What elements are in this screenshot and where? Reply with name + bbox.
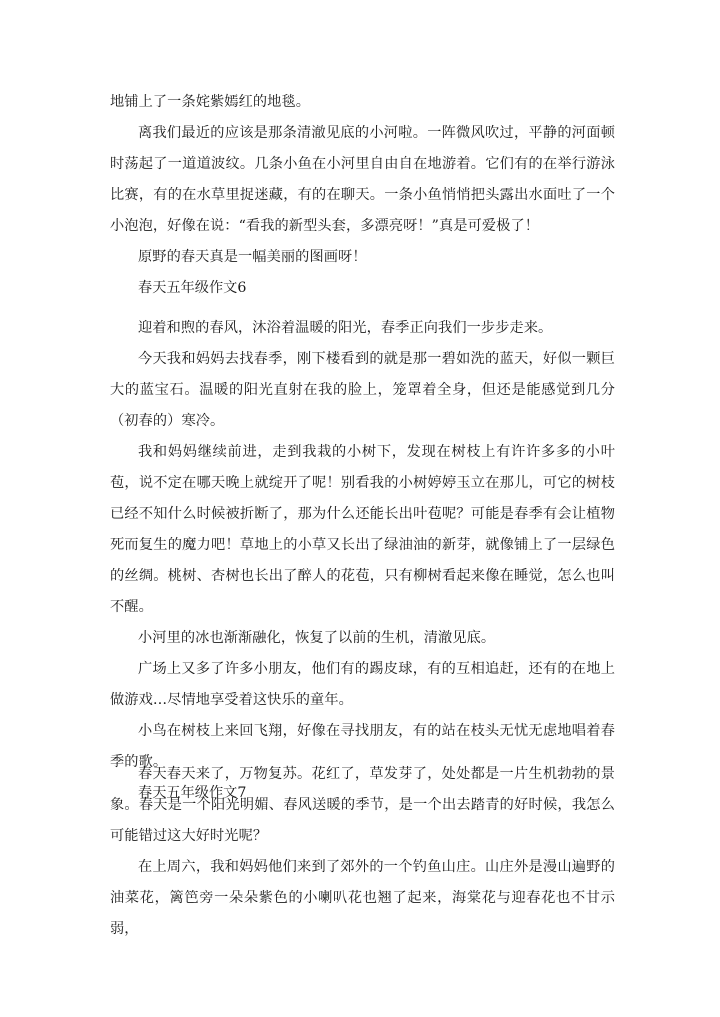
text-block-2 [110, 313, 615, 809]
paragraph-intro-tail: 地铺上了一条姹紫嫣红的地毯。 [110, 94, 311, 110]
paragraph-7-1: 春天春天来了，万物复苏。花红了，草发芽了，处处都是一片生机勃勃的景象。春天是一个阳光明媚、春风送暖的季节，是一个出去踏青的好时候，我怎么可能错过这大好时光呢？ [110, 766, 615, 844]
paragraph-7-2: 在上周六，我和妈妈他们来到了郊外的一个钓鱼山庄。山庄外是漫山遍野的油菜花，篱笆旁一朵朵紫色的小喇叭花也翘了起来，海棠花与迎春花也不甘示弱， [110, 859, 615, 937]
paragraph-6-1: 迎着和煦的春风，沐浴着温暖的阳光，春季正向我们一步步走来。 [138, 320, 553, 336]
text-block-1 [110, 87, 615, 304]
essay-heading-6: 春天五年级作文6 [138, 280, 247, 296]
paragraph-6-2: 今天我和妈妈去找春季，刚下楼看到的就是那一碧如洗的蓝天，好似一颗巨大的蓝宝石。温暖的阳光直射在我的脸上，笼罩着全身，但还是能感觉到几分（初春的）寒冷。 [110, 351, 615, 429]
paragraph-field: 原野的春天真是一幅美丽的图画呀！ [138, 249, 367, 265]
paragraph-river: 离我们最近的应该是那条清澈见底的小河啦。一阵微风吹过，平静的河面顿时荡起了一道道波纹。几条小鱼在小河里自由自在地游着。它们有的在举行游泳比赛，有的在水草里捉迷藏，有的在聊天。一条小鱼悄悄把头露出水面吐了一个小泡泡，好像在说：“看我的新型头套，多漂亮呀！”真是可爱极了！ [110, 125, 615, 234]
text-block-3 [110, 759, 615, 945]
paragraph-6-3: 我和妈妈继续前进，走到我栽的小树下，发现在树枝上有许许多多的小叶苞，说不定在哪天晚上就绽开了呢！别看我的小树婷婷玉立在那儿，可它的树枝已经不知什么时候被折断了，那为什么还能长出叶苞呢？可能是春季有会让植物死而复生的魔力吧！草地上的小草又长出了绿油油的新芽，就像铺上了一层绿色的丝绸。桃树、杏树也长出了醉人的花苞，只有柳树看起来像在睡觉，怎么也叫不醒。 [110, 444, 615, 615]
essay-heading-7: 春天五年级作文7 [138, 785, 247, 801]
paragraph-6-4: 小河里的冰也渐渐融化，恢复了以前的生机，清澈见底。 [138, 630, 496, 646]
paragraph-6-6: 小鸟在树枝上来回飞翔，好像在寻找朋友，有的站在枝头无忧无虑地唱着春季的歌。 [110, 723, 615, 770]
paragraph-6-5: 广场上又多了许多小朋友，他们有的踢皮球，有的互相追赶，还有的在地上做游戏…尽情地享受着这快乐的童年。 [110, 661, 615, 708]
